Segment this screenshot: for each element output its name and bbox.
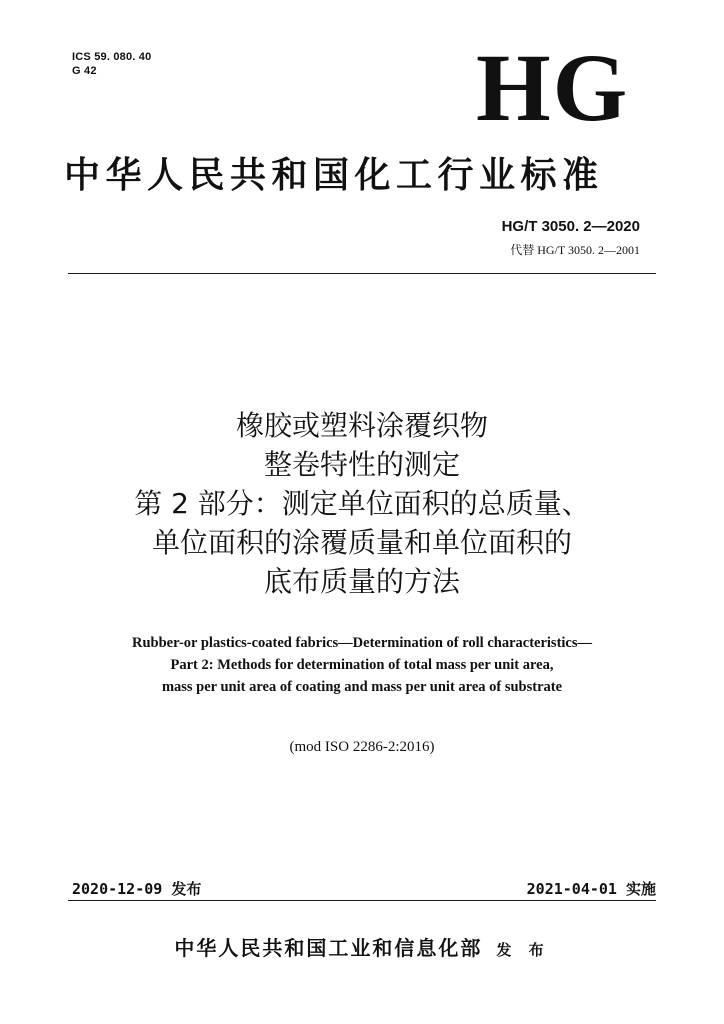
header-divider <box>68 273 656 274</box>
chinese-title-line: 底布质量的方法 <box>263 565 460 598</box>
classification-codes <box>72 50 151 78</box>
chinese-title <box>40 406 684 601</box>
standard-number: HG/T 3050. 2—2020 <box>501 218 640 235</box>
issue-date: 2020-12-09 发布 <box>72 880 202 898</box>
publisher-name: 中华人民共和国工业和信息化部 <box>174 936 483 960</box>
replaces-standard: 代替 HG/T 3050. 2—2001 <box>510 243 640 257</box>
publisher <box>40 934 684 964</box>
hg-logo: HG <box>476 34 630 141</box>
english-title-line: Rubber-or plastics-coated fabrics—Determination of roll characteristics— <box>131 635 592 651</box>
standard-category-title: 中华人民共和国化工行业标准 <box>64 154 604 196</box>
chinese-title-line: 第 2 部分：测定单位面积的总质量、 <box>134 487 590 520</box>
footer-divider <box>68 900 656 901</box>
chinese-title-line: 整卷特性的测定 <box>263 448 460 481</box>
english-title-line: Part 2: Methods for determination of total mass per unit area, <box>170 657 554 673</box>
ccs-code: G 42 <box>72 65 97 77</box>
english-title-line: mass per unit area of coating and mass per unit area of substrate <box>161 679 563 695</box>
implementation-date: 2021-04-01 实施 <box>526 880 656 898</box>
iso-equivalence: (mod ISO 2286-2:2016) <box>289 739 435 755</box>
ics-code: ICS 59. 080. 40 <box>72 51 152 63</box>
chinese-title-line: 橡胶或塑料涂覆织物 <box>235 409 488 442</box>
publisher-suffix: 发 布 <box>496 941 550 959</box>
english-title <box>40 632 684 698</box>
chinese-title-line: 单位面积的涂覆质量和单位面积的 <box>151 526 572 559</box>
